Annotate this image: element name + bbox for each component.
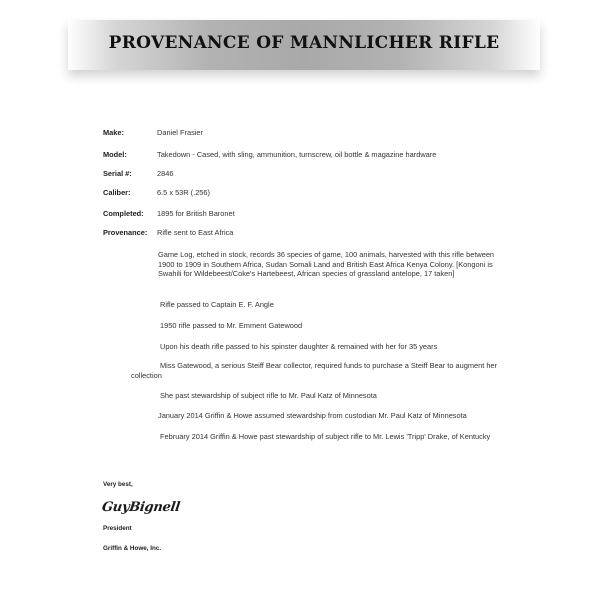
field-value: 6.5 x 53R (.256)	[157, 188, 210, 197]
history-item: January 2014 Griffin & Howe assumed stewardship from custodian Mr. Paul Katz of Minnesota	[158, 411, 467, 420]
field-value: 1895 for British Baronet	[157, 209, 235, 218]
history-item	[131, 361, 503, 380]
salutation: Very best,	[103, 481, 133, 488]
field-label: Model:	[103, 150, 127, 159]
signature: GuyBignell	[100, 500, 181, 515]
history-item	[131, 432, 503, 442]
history-item: Upon his death rifle passed to his spinster daughter & remained with her for 35 years	[160, 342, 438, 351]
field-value: Takedown - Cased, with sling, ammunition, turnscrew, oil bottle & magazine hardware	[157, 150, 437, 159]
company-name: Griffin & Howe, Inc.	[103, 545, 162, 552]
page-title: PROVENANCE OF MANNLICHER RIFLE	[108, 33, 500, 53]
field-value: 2846	[157, 169, 174, 178]
field-label: Make:	[103, 128, 124, 137]
field-label: Provenance:	[103, 228, 148, 237]
signer-position: President	[103, 525, 132, 532]
history-game-log: Game Log, etched in stock, records 36 species of game, 100 animals, harvested with this rifle between 1900 to 1909 in Southern Africa, Sudan Somali Land and British East Africa Kenya Colony. [Kongoni is Swahili for Wildebeest/Coke's Hartebeest, African species of grassland antelope, 17 taken]	[158, 250, 495, 279]
field-label: Caliber:	[103, 188, 131, 197]
field-value: Rifle sent to East Africa	[157, 228, 234, 237]
history-item: She past stewardship of subject rifle to Mr. Paul Katz of Minnesota	[160, 391, 377, 400]
field-value: Daniel Frasier	[157, 128, 204, 137]
history-item: Rifle passed to Captain E. F. Angle	[160, 300, 274, 309]
history-item-text: Miss Gatewood, a serious Steiff Bear collector, required funds to purchase a Steiff Bear to augment her collection	[131, 361, 498, 380]
history-item: 1950 rifle passed to Mr. Emment Gatewood	[160, 321, 303, 330]
field-label: Serial #:	[103, 169, 132, 178]
field-label: Completed:	[103, 209, 144, 218]
history-item-text: February 2014 Griffin & Howe past stewardship of subject rifle to Mr. Lewis 'Tripp' Drake, of Kentucky	[160, 432, 491, 441]
